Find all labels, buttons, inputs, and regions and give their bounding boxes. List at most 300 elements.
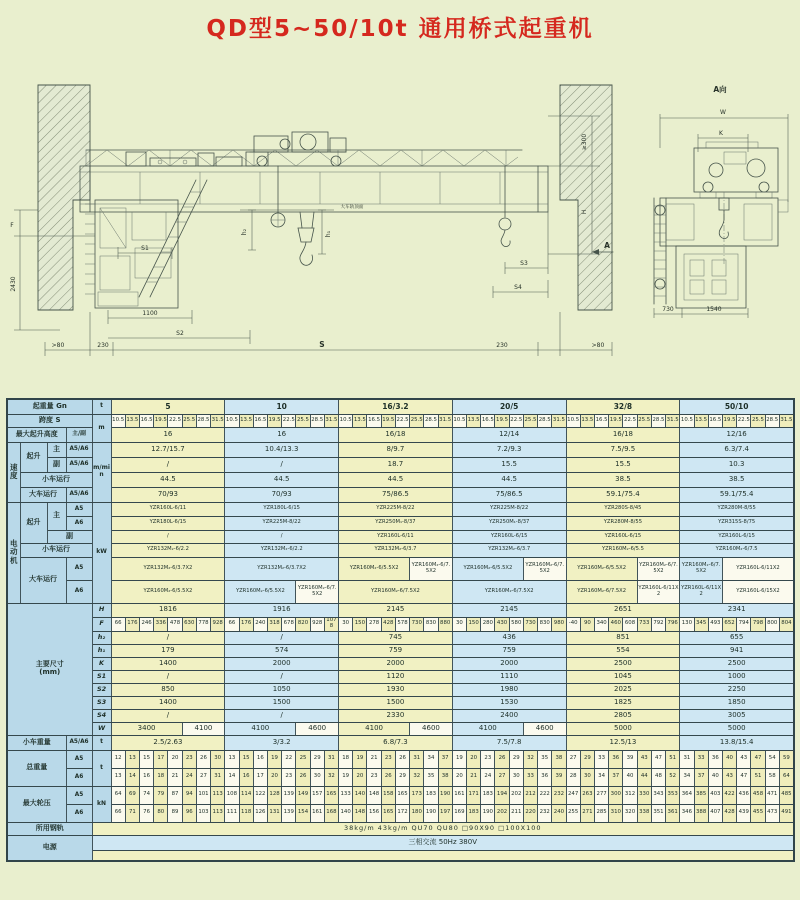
dim-span-label: S — [319, 340, 325, 349]
sub-value-cell: 40 — [708, 768, 722, 786]
sub-value-cell: 31.5 — [211, 414, 225, 427]
value-cell: YZR160M₂-6/7.5 — [680, 543, 794, 557]
label-trolley-weight: 小车重量 — [7, 735, 66, 750]
crane-drive-machinery — [126, 152, 268, 166]
sub-value-cell: 150 — [353, 617, 367, 631]
unit-t: t — [92, 735, 111, 750]
sub-value-cell: 64 — [111, 786, 125, 804]
value-cell: YZR160M₂-6/5.5X2 — [339, 557, 410, 580]
sub-value-cell: 800 — [765, 617, 779, 631]
sub-value-cell: 32 — [410, 768, 424, 786]
sub-value-cell: 118 — [239, 804, 253, 822]
label-a5: A5 — [66, 750, 92, 768]
sub-value-cell: 361 — [666, 804, 680, 822]
sub-value-cell: 21 — [367, 750, 381, 768]
sub-value-cell: 40 — [623, 768, 637, 786]
dim-230-left: 230 — [97, 342, 109, 349]
sub-value-cell: 122 — [253, 786, 267, 804]
value-cell: YZR280M-8/55 — [566, 516, 680, 530]
group-dimensions: 主要尺寸 (mm) — [7, 603, 92, 735]
sub-value-cell: 94 — [182, 786, 196, 804]
stairway — [139, 180, 207, 297]
sub-value-cell: 126 — [253, 804, 267, 822]
sub-value-cell: 19 — [353, 750, 367, 768]
sub-value-cell: 10.5 — [339, 414, 353, 427]
sub-value-cell: 19.5 — [154, 414, 168, 427]
sub-value-cell: 31.5 — [438, 414, 452, 427]
sub-value-cell: 22.5 — [623, 414, 637, 427]
unit-mmin: m/min — [92, 442, 111, 502]
value-cell: 16 — [225, 427, 339, 442]
dim-h1-label: h₁ — [325, 230, 332, 238]
value-cell: 12.5/13 — [566, 735, 680, 750]
sub-value-cell: 66 — [111, 804, 125, 822]
value-cell: 1825 — [566, 696, 680, 709]
sub-value-cell: 14 — [125, 768, 139, 786]
dim-row-label: S1 — [92, 670, 111, 683]
sub-value-cell: 16.5 — [708, 414, 722, 427]
sub-value-cell: 16.5 — [481, 414, 495, 427]
sub-value-cell: 31 — [680, 750, 694, 768]
value-cell: 1500 — [339, 696, 453, 709]
sub-value-cell: 13.5 — [353, 414, 367, 427]
value-cell: 2341 — [680, 603, 794, 617]
dim-row-label: h₁ — [92, 644, 111, 657]
value-cell: YZR160M₂-6/5.5X2 — [225, 580, 296, 603]
sub-value-cell: 30 — [211, 750, 225, 768]
sub-value-cell: 19.5 — [722, 414, 736, 427]
unit-t: t — [92, 399, 111, 414]
sub-value-cell: 180 — [410, 804, 424, 822]
sub-value-cell: 340 — [594, 617, 608, 631]
value-cell: / — [225, 670, 339, 683]
sub-value-cell: 31.5 — [666, 414, 680, 427]
value-cell: 3400 — [111, 722, 182, 735]
sub-value-cell: 31.5 — [552, 414, 566, 427]
sub-value-cell: 27 — [566, 750, 580, 768]
sub-value-cell: 190 — [438, 786, 452, 804]
sub-value-cell: 47 — [651, 750, 665, 768]
sub-value-cell: 246 — [139, 617, 153, 631]
value-cell: 1110 — [452, 670, 566, 683]
dim-s1-label: S1 — [141, 245, 149, 252]
value-cell: 1000 — [680, 670, 794, 683]
label-duty: A5/A6 — [66, 442, 92, 457]
value-cell: / — [111, 709, 225, 722]
sub-value-cell: 197 — [438, 804, 452, 822]
sub-value-cell: 271 — [580, 804, 594, 822]
dim-row-label: S4 — [92, 709, 111, 722]
value-cell: 759 — [452, 644, 566, 657]
value-cell: YZR160M₂-6/7.5X2 — [637, 557, 680, 580]
sub-value-cell: 460 — [609, 617, 623, 631]
value-cell: 850 — [111, 683, 225, 696]
value-cell: 38.5 — [566, 472, 680, 487]
sub-value-cell: 30 — [452, 617, 466, 631]
value-cell: YZR132M₂-6/3.7 — [339, 543, 453, 557]
value-cell: YZR160M₂-6/7.5X2 — [410, 557, 453, 580]
label-main: 主 — [47, 502, 66, 530]
sub-value-cell: 14 — [225, 768, 239, 786]
value-cell: 10 — [225, 399, 339, 414]
sub-value-cell: 33 — [594, 750, 608, 768]
sub-value-cell: 285 — [594, 804, 608, 822]
span-dimension — [45, 312, 612, 356]
sub-value-cell: 36 — [538, 768, 552, 786]
value-cell: 13.8/15.4 — [680, 735, 794, 750]
power-value: 三相交流 50Hz 380V — [92, 835, 794, 850]
sub-value-cell: 211 — [509, 804, 523, 822]
sub-value-cell: 161 — [310, 804, 324, 822]
value-cell: 59.1/75.4 — [680, 487, 794, 502]
view-arrow-label: A — [604, 241, 610, 250]
value-cell: YZR280M-8/55 — [680, 502, 794, 516]
group-motor: 电 动 机 — [7, 502, 20, 603]
sub-value-cell: 338 — [637, 804, 651, 822]
sub-value-cell: 202 — [495, 804, 509, 822]
sub-value-cell: 22.5 — [395, 414, 409, 427]
value-cell: 44.5 — [111, 472, 225, 487]
sub-value-cell: 19.5 — [381, 414, 395, 427]
sub-value-cell: 101 — [196, 786, 210, 804]
value-cell: 18.7 — [339, 457, 453, 472]
sub-value-cell: 30 — [310, 768, 324, 786]
label-a6: A6 — [66, 516, 92, 530]
sub-value-cell: 778 — [196, 617, 210, 631]
value-cell: 1045 — [566, 670, 680, 683]
sub-value-cell: 23 — [367, 768, 381, 786]
sub-value-cell: 114 — [239, 786, 253, 804]
sub-value-cell: 20 — [467, 750, 481, 768]
value-cell: / — [111, 457, 225, 472]
sub-value-cell: 436 — [737, 786, 751, 804]
sub-value-cell: 25.5 — [182, 414, 196, 427]
sub-value-cell: 33 — [523, 768, 537, 786]
dim-s3-label: S3 — [520, 260, 528, 267]
sub-value-cell: 25.5 — [410, 414, 424, 427]
sub-value-cell: 608 — [623, 617, 637, 631]
value-cell: 16 — [111, 427, 225, 442]
dim-2430-label: 2430 — [10, 276, 17, 292]
value-cell: 10.3 — [680, 457, 794, 472]
value-cell: 5 — [111, 399, 225, 414]
sub-value-cell: 26 — [495, 750, 509, 768]
label-a6: A6 — [66, 804, 92, 822]
sub-value-cell: 176 — [125, 617, 139, 631]
value-cell: 50/10 — [680, 399, 794, 414]
sub-value-cell: 458 — [751, 786, 765, 804]
value-cell: YZR160L-6/11 — [111, 502, 225, 516]
dim-row-label: W — [92, 722, 111, 735]
value-cell: 16/18 — [566, 427, 680, 442]
value-cell: YZR160M₂-6/5.5X2 — [452, 557, 523, 580]
sub-value-cell: 48 — [651, 768, 665, 786]
value-cell: YZR160L-6/15X2 — [722, 580, 794, 603]
sub-value-cell: 16 — [139, 768, 153, 786]
sub-value-cell: 43 — [637, 750, 651, 768]
sub-value-cell: 31 — [324, 750, 338, 768]
dim-row-label: h₂ — [92, 631, 111, 644]
sub-value-cell: 43 — [722, 768, 736, 786]
sub-value-cell: 678 — [282, 617, 296, 631]
sub-value-cell: 19.5 — [267, 414, 281, 427]
sub-value-cell: 247 — [566, 786, 580, 804]
sub-value-cell: 255 — [566, 804, 580, 822]
sub-value-cell: 10.5 — [111, 414, 125, 427]
sub-value-cell: 493 — [708, 617, 722, 631]
value-cell: 70/93 — [225, 487, 339, 502]
sub-value-cell: 69 — [125, 786, 139, 804]
sub-value-cell: 59 — [779, 750, 794, 768]
sub-value-cell: 12 — [111, 750, 125, 768]
value-cell: 5000 — [680, 722, 794, 735]
sub-value-cell: 733 — [637, 617, 651, 631]
sub-value-cell: 26 — [395, 750, 409, 768]
value-cell: 4600 — [523, 722, 566, 735]
value-cell: 1530 — [452, 696, 566, 709]
sub-value-cell: 194 — [495, 786, 509, 804]
value-cell: 2330 — [339, 709, 453, 722]
sub-value-cell: 15 — [139, 750, 153, 768]
sub-value-cell: 794 — [737, 617, 751, 631]
value-cell: 436 — [452, 631, 566, 644]
sub-value-cell: 165 — [381, 804, 395, 822]
sub-value-cell: 830 — [424, 617, 438, 631]
sub-value-cell: 27 — [495, 768, 509, 786]
value-cell: 7.5/9.5 — [566, 442, 680, 457]
sub-value-cell: 220 — [523, 804, 537, 822]
sub-value-cell: 31.5 — [324, 414, 338, 427]
sub-value-cell: 22.5 — [168, 414, 182, 427]
sub-value-cell: 820 — [296, 617, 310, 631]
label-duty: A5/A6 — [66, 735, 92, 750]
label-power: 电源 — [7, 835, 92, 861]
value-cell: / — [225, 709, 339, 722]
sub-value-cell: 148 — [367, 786, 381, 804]
sub-value-cell: 388 — [694, 804, 708, 822]
value-cell: 1400 — [111, 696, 225, 709]
sub-value-cell: 320 — [623, 804, 637, 822]
sub-value-cell: 277 — [594, 786, 608, 804]
value-cell: 2025 — [566, 683, 680, 696]
sub-value-cell: 473 — [765, 804, 779, 822]
sub-value-cell: 29 — [580, 750, 594, 768]
sub-value-cell: 10.5 — [452, 414, 466, 427]
sub-value-cell: 22.5 — [737, 414, 751, 427]
sub-value-cell: 36 — [708, 750, 722, 768]
value-cell: 12/16 — [680, 427, 794, 442]
dim-1100-label: 1100 — [142, 310, 158, 317]
label-lift-height: 最大起升高度 — [7, 427, 66, 442]
sub-value-cell: 183 — [481, 786, 495, 804]
sub-value-cell: 232 — [538, 804, 552, 822]
sub-value-cell: 22.5 — [509, 414, 523, 427]
value-cell: 15.5 — [566, 457, 680, 472]
sub-value-cell: 310 — [609, 804, 623, 822]
building-wall-right — [560, 85, 612, 310]
sub-value-cell: 212 — [523, 786, 537, 804]
sub-value-cell: 43 — [737, 750, 751, 768]
sub-value-cell: 35 — [538, 750, 552, 768]
sub-value-cell: 13.5 — [580, 414, 594, 427]
sub-value-cell: 34 — [424, 750, 438, 768]
value-cell: 4100 — [225, 722, 296, 735]
sub-value-cell: 13 — [125, 750, 139, 768]
sub-value-cell: 149 — [296, 786, 310, 804]
label-main: 主 — [47, 442, 66, 457]
label-trolley-travel: 小车运行 — [20, 472, 92, 487]
label-a5: A5 — [66, 502, 92, 516]
sub-value-cell: 10.5 — [225, 414, 239, 427]
sub-value-cell: 15 — [239, 750, 253, 768]
sub-value-cell: 18 — [339, 750, 353, 768]
value-cell: YZR160M₂-6/5.5X2 — [111, 580, 225, 603]
dim-230-right: 230 — [496, 342, 508, 349]
sub-value-cell: 148 — [353, 804, 367, 822]
value-cell: 3005 — [680, 709, 794, 722]
dim-gt80-left: >80 — [51, 342, 65, 349]
sub-value-cell: 652 — [722, 617, 736, 631]
value-cell: YZR160M₂-6/5.5 — [566, 543, 680, 557]
value-cell: YZR160L-6/11X2 — [680, 580, 723, 603]
sub-value-cell: 240 — [552, 804, 566, 822]
sub-value-cell: 16.5 — [139, 414, 153, 427]
sub-value-cell: 139 — [282, 804, 296, 822]
sub-value-cell: 27 — [196, 768, 210, 786]
sub-value-cell: 108 — [225, 786, 239, 804]
value-cell: YZR160L-6/15 — [452, 530, 566, 543]
sub-value-cell: 39 — [552, 768, 566, 786]
end-view — [654, 84, 788, 318]
unit-kn: kN — [92, 786, 111, 822]
sub-value-cell: 25.5 — [751, 414, 765, 427]
aux-hook — [499, 166, 511, 247]
value-cell: 759 — [339, 644, 453, 657]
sub-value-cell: 730 — [410, 617, 424, 631]
dim-s4-label: S4 — [514, 284, 522, 291]
dim-h2-label: h₂ — [241, 228, 248, 236]
sub-value-cell: 21 — [467, 768, 481, 786]
sub-value-cell: 190 — [424, 804, 438, 822]
sub-value-cell: 71 — [125, 804, 139, 822]
value-cell: 851 — [566, 631, 680, 644]
sub-value-cell: 25.5 — [296, 414, 310, 427]
sub-value-cell: 40 — [722, 750, 736, 768]
sub-value-cell: 455 — [751, 804, 765, 822]
value-cell: 574 — [225, 644, 339, 657]
sub-value-cell: 16 — [239, 768, 253, 786]
sub-value-cell: 90 — [580, 617, 594, 631]
sub-value-cell: 113 — [211, 786, 225, 804]
label-trolley-travel: 小车运行 — [20, 543, 92, 557]
sub-value-cell: 28.5 — [538, 414, 552, 427]
sub-value-cell: 130 — [680, 617, 694, 631]
sub-value-cell: 28.5 — [424, 414, 438, 427]
value-cell: 32/8 — [566, 399, 680, 414]
label-hoist: 起升 — [20, 502, 47, 543]
sub-value-cell: 140 — [353, 786, 367, 804]
sub-value-cell: 796 — [666, 617, 680, 631]
sub-value-cell: 202 — [509, 786, 523, 804]
value-cell: YZR160M₂-6/7.5X2 — [523, 557, 566, 580]
unit-t: t — [92, 750, 111, 786]
value-cell: 6.8/7.3 — [339, 735, 453, 750]
value-cell: 12.7/15.7 — [111, 442, 225, 457]
value-cell: 1500 — [225, 696, 339, 709]
label-duty: A5/A6 — [66, 487, 92, 502]
value-cell: 2250 — [680, 683, 794, 696]
sub-value-cell: 22.5 — [282, 414, 296, 427]
sub-value-cell: 154 — [296, 804, 310, 822]
value-cell: / — [111, 530, 225, 543]
sub-value-cell: 168 — [324, 804, 338, 822]
dim-730-label: 730 — [662, 306, 674, 313]
sub-value-cell: 156 — [367, 804, 381, 822]
sub-value-cell: 87 — [168, 786, 182, 804]
value-cell: 38.5 — [680, 472, 794, 487]
sub-value-cell: 232 — [552, 786, 566, 804]
value-cell: 745 — [339, 631, 453, 644]
label-total-weight: 总重量 — [7, 750, 66, 786]
sub-value-cell: 37 — [609, 768, 623, 786]
sub-value-cell: 19.5 — [495, 414, 509, 427]
sub-value-cell: 10.5 — [680, 414, 694, 427]
sub-value-cell: 37 — [694, 768, 708, 786]
sub-value-cell: 161 — [452, 786, 466, 804]
value-cell: YZR160M₂-6/7.5X2 — [452, 580, 566, 603]
sub-value-cell: 928 — [310, 617, 324, 631]
sub-value-cell: 89 — [168, 804, 182, 822]
sub-value-cell: 103 — [196, 804, 210, 822]
sub-value-cell: 38 — [552, 750, 566, 768]
sub-value-cell: 28.5 — [765, 414, 779, 427]
sub-value-cell: 804 — [779, 617, 794, 631]
dim-w-label: W — [720, 109, 726, 116]
empty-cell — [92, 850, 794, 861]
sub-value-cell: 28.5 — [196, 414, 210, 427]
dim-k-label: K — [719, 130, 723, 137]
value-cell: 4100 — [182, 722, 225, 735]
platform-cab — [85, 200, 178, 308]
value-cell: YZR160M₂-6/7.5X2 — [296, 580, 339, 603]
sub-value-cell: 51 — [666, 750, 680, 768]
value-cell: YZR225M-8/22 — [225, 516, 339, 530]
sub-value-cell: 58 — [765, 768, 779, 786]
value-cell: 1916 — [225, 603, 339, 617]
sub-value-cell: 131 — [267, 804, 281, 822]
sub-value-cell: 39 — [623, 750, 637, 768]
sub-value-cell: 13.5 — [125, 414, 139, 427]
value-cell: YZR160L-6/11X2 — [722, 557, 794, 580]
sub-value-cell: 37 — [438, 750, 452, 768]
sub-value-cell: 47 — [737, 768, 751, 786]
value-cell: 4100 — [452, 722, 523, 735]
value-cell: YZR160M₂-6/7.5X2 — [566, 580, 637, 603]
sub-value-cell: 430 — [495, 617, 509, 631]
sub-value-cell: 30 — [580, 768, 594, 786]
label-aux: 副 — [47, 457, 66, 472]
sub-value-cell: -40 — [566, 617, 580, 631]
sub-value-cell: 173 — [410, 786, 424, 804]
sub-value-cell: 28.5 — [651, 414, 665, 427]
sub-value-cell: 23 — [182, 750, 196, 768]
sub-value-cell: 24 — [182, 768, 196, 786]
value-cell: 2000 — [225, 657, 339, 670]
sub-value-cell: 32 — [523, 750, 537, 768]
value-cell: 2000 — [452, 657, 566, 670]
value-cell: YZR160L-6/11 — [339, 530, 453, 543]
sub-value-cell: 20 — [267, 768, 281, 786]
